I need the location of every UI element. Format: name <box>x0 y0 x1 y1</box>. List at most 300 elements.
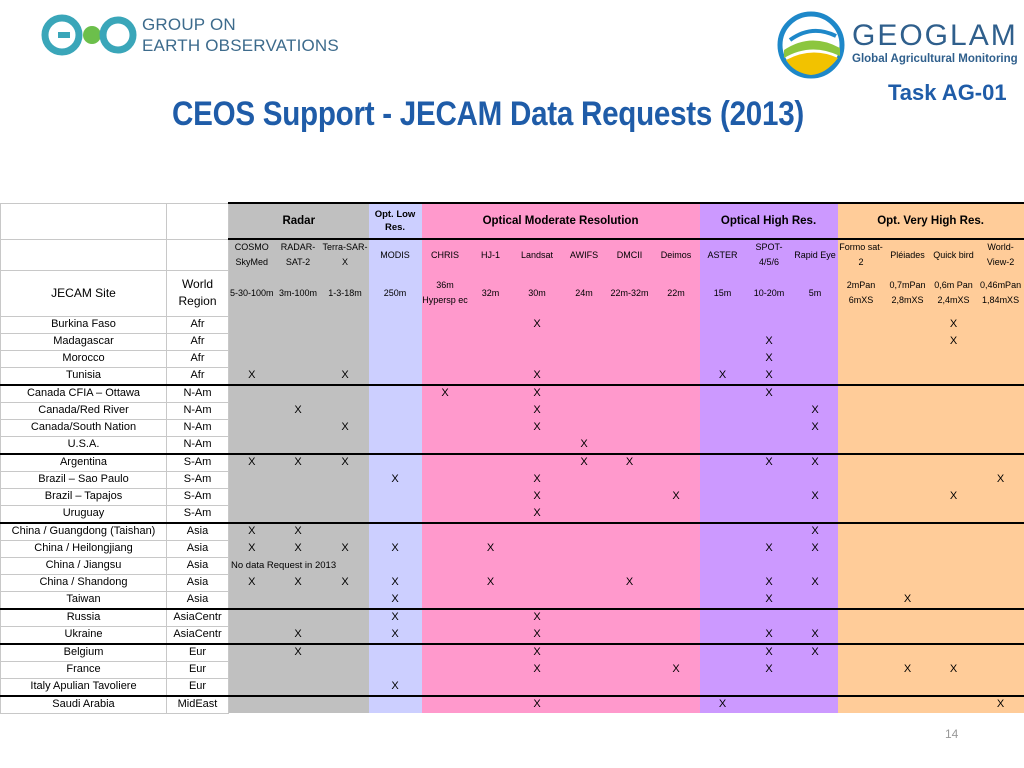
request-cell: X <box>746 626 793 644</box>
sensor-name: CHRIS <box>422 239 469 270</box>
request-cell <box>838 523 885 541</box>
site-name: Morocco <box>1 350 167 367</box>
region-column-header: World Region <box>167 270 229 316</box>
request-cell <box>700 419 746 436</box>
request-cell <box>322 505 369 523</box>
sensor-name: World-View-2 <box>977 239 1024 270</box>
request-cell <box>793 333 838 350</box>
request-cell <box>322 591 369 609</box>
sensor-header-row <box>1 239 1024 270</box>
request-cell <box>885 678 931 696</box>
request-cell: X <box>653 661 700 678</box>
request-cell <box>607 419 653 436</box>
request-cell <box>562 488 607 505</box>
world-region: Afr <box>167 316 229 333</box>
request-cell: X <box>793 488 838 505</box>
site-name: Italy Apulian Tavoliere <box>1 678 167 696</box>
request-cell <box>607 540 653 557</box>
request-cell <box>931 350 977 367</box>
sensor-resolution: 22m <box>653 270 700 316</box>
sensor-resolution: 10-20m <box>746 270 793 316</box>
request-cell <box>562 574 607 591</box>
request-cell <box>931 454 977 472</box>
request-cell <box>469 488 513 505</box>
sensor-resolution: 1-3-18m <box>322 270 369 316</box>
request-cell <box>229 696 275 714</box>
request-cell <box>229 419 275 436</box>
request-cell <box>885 350 931 367</box>
request-cell <box>838 505 885 523</box>
request-cell <box>746 488 793 505</box>
request-cell <box>700 574 746 591</box>
request-cell <box>469 678 513 696</box>
sensor-name: MODIS <box>369 239 422 270</box>
table-row <box>1 333 1024 350</box>
request-cell: X <box>229 540 275 557</box>
no-data-note: No data Request in 2013 <box>231 560 337 571</box>
request-cell <box>322 626 369 644</box>
request-cell <box>229 557 337 574</box>
request-cell: X <box>369 678 422 696</box>
world-region: Asia <box>167 540 229 557</box>
site-name: China / Jiangsu <box>1 557 167 574</box>
request-cell <box>422 350 469 367</box>
request-cell <box>653 591 700 609</box>
sensor-name: AWIFS <box>562 239 607 270</box>
request-cell <box>322 402 369 419</box>
request-cell <box>885 696 931 714</box>
world-region: Asia <box>167 557 229 574</box>
site-name: U.S.A. <box>1 436 167 454</box>
sensor-name: Formo sat-2 <box>838 239 885 270</box>
request-cell <box>838 333 885 350</box>
request-cell <box>275 696 322 714</box>
request-cell <box>653 644 700 662</box>
request-cell <box>422 540 469 557</box>
sensor-name: ASTER <box>700 239 746 270</box>
table-row <box>1 367 1024 385</box>
request-cell: X <box>513 626 562 644</box>
resolution-header-row <box>1 270 1024 316</box>
request-cell <box>653 609 700 627</box>
site-name: Madagascar <box>1 333 167 350</box>
request-cell <box>562 471 607 488</box>
table-row <box>1 644 1024 662</box>
sensor-resolution: 5m <box>793 270 838 316</box>
request-cell <box>838 471 885 488</box>
request-cell <box>562 626 607 644</box>
request-cell <box>931 436 977 454</box>
request-cell: X <box>322 454 369 472</box>
request-cell: X <box>369 574 422 591</box>
geoglam-globe-logo <box>776 10 846 80</box>
request-cell <box>700 454 746 472</box>
request-cell: X <box>229 454 275 472</box>
request-cell <box>422 523 469 541</box>
request-cell <box>275 367 322 385</box>
sensor-name: RADAR-SAT-2 <box>275 239 322 270</box>
request-cell <box>931 385 977 403</box>
request-cell <box>229 316 275 333</box>
request-cell: X <box>513 661 562 678</box>
request-cell <box>369 488 422 505</box>
request-cell <box>746 402 793 419</box>
table-row <box>1 523 1024 541</box>
request-cell <box>469 350 513 367</box>
request-cell <box>931 402 977 419</box>
request-cell <box>931 505 977 523</box>
sensor-resolution: 0,6m Pan 2,4mXS <box>931 270 977 316</box>
request-cell: X <box>369 540 422 557</box>
request-cell <box>885 385 931 403</box>
request-cell <box>931 523 977 541</box>
request-cell <box>931 540 977 557</box>
request-cell <box>607 333 653 350</box>
request-cell <box>275 471 322 488</box>
request-cell <box>700 591 746 609</box>
request-cell <box>977 678 1024 696</box>
world-region: Eur <box>167 644 229 662</box>
request-cell <box>369 454 422 472</box>
table-row <box>1 609 1024 627</box>
request-cell: X <box>562 436 607 454</box>
request-cell <box>607 557 653 574</box>
request-cell: X <box>746 333 793 350</box>
request-cell: X <box>322 540 369 557</box>
request-cell <box>838 644 885 662</box>
sensor-name: DMCII <box>607 239 653 270</box>
request-cell <box>700 471 746 488</box>
site-name: Burkina Faso <box>1 316 167 333</box>
request-cell <box>513 574 562 591</box>
request-cell <box>369 557 422 574</box>
request-cell <box>469 591 513 609</box>
request-cell <box>700 678 746 696</box>
request-cell <box>977 557 1024 574</box>
request-cell: X <box>793 644 838 662</box>
request-cell <box>885 454 931 472</box>
request-cell <box>229 402 275 419</box>
request-cell <box>653 316 700 333</box>
request-cell <box>931 678 977 696</box>
request-cell: X <box>275 454 322 472</box>
table-row <box>1 574 1024 591</box>
request-cell <box>607 678 653 696</box>
request-cell: X <box>513 609 562 627</box>
request-cell: X <box>931 316 977 333</box>
request-cell <box>607 488 653 505</box>
request-cell <box>793 505 838 523</box>
request-cell <box>885 316 931 333</box>
request-cell <box>653 471 700 488</box>
request-cell <box>977 367 1024 385</box>
request-cell <box>793 591 838 609</box>
request-cell <box>838 316 885 333</box>
request-cell <box>653 419 700 436</box>
page-title: CEOS Support - JECAM Data Requests (2013) <box>172 95 804 133</box>
request-cell <box>838 696 885 714</box>
request-cell: X <box>700 367 746 385</box>
table-row <box>1 678 1024 696</box>
request-cell <box>700 488 746 505</box>
request-cell <box>607 505 653 523</box>
request-cell <box>607 436 653 454</box>
request-cell <box>885 419 931 436</box>
request-cell <box>700 505 746 523</box>
task-label: Task AG-01 <box>888 80 1007 105</box>
request-cell <box>422 591 469 609</box>
request-cell: X <box>513 488 562 505</box>
request-cell <box>422 367 469 385</box>
sensor-resolution: 2mPan 6mXS <box>838 270 885 316</box>
request-cell: X <box>322 419 369 436</box>
request-cell <box>229 471 275 488</box>
request-cell <box>513 591 562 609</box>
request-cell <box>422 574 469 591</box>
request-cell <box>275 350 322 367</box>
request-cell: X <box>562 454 607 472</box>
request-cell: X <box>746 385 793 403</box>
request-cell <box>369 333 422 350</box>
site-name: Belgium <box>1 644 167 662</box>
group-header-row <box>1 203 1024 239</box>
world-region: AsiaCentr <box>167 609 229 627</box>
request-cell <box>700 316 746 333</box>
request-cell <box>838 626 885 644</box>
request-cell <box>422 436 469 454</box>
geoglam-branding <box>852 20 1018 66</box>
request-cell <box>469 661 513 678</box>
request-cell: X <box>229 574 275 591</box>
request-cell <box>513 333 562 350</box>
request-cell: X <box>369 471 422 488</box>
sensor-resolution: 30m <box>513 270 562 316</box>
request-cell <box>885 574 931 591</box>
request-cell <box>562 523 607 541</box>
request-cell <box>653 436 700 454</box>
request-cell <box>369 316 422 333</box>
request-cell <box>793 385 838 403</box>
request-cell <box>369 402 422 419</box>
request-cell: X <box>793 574 838 591</box>
request-cell <box>607 350 653 367</box>
request-cell <box>322 350 369 367</box>
request-cell <box>422 333 469 350</box>
request-cell <box>275 488 322 505</box>
request-cell <box>793 436 838 454</box>
request-cell <box>607 644 653 662</box>
request-cell: X <box>275 644 322 662</box>
sensor-resolution: 15m <box>700 270 746 316</box>
request-cell: X <box>229 367 275 385</box>
request-cell <box>469 557 513 574</box>
request-cell <box>838 488 885 505</box>
site-name: Brazil – Sao Paulo <box>1 471 167 488</box>
request-cell: X <box>513 471 562 488</box>
request-cell <box>422 678 469 696</box>
request-cell <box>229 678 275 696</box>
request-cell <box>838 557 885 574</box>
request-cell <box>793 367 838 385</box>
world-region: MidEast <box>167 696 229 714</box>
request-cell <box>322 385 369 403</box>
site-name: Argentina <box>1 454 167 472</box>
request-cell <box>275 609 322 627</box>
request-cell <box>422 471 469 488</box>
table-row <box>1 696 1024 714</box>
world-region: Asia <box>167 574 229 591</box>
request-cell <box>977 350 1024 367</box>
request-cell <box>229 385 275 403</box>
request-cell <box>885 505 931 523</box>
request-cell <box>653 505 700 523</box>
group-header: Opt. Low Res. <box>369 203 422 239</box>
world-region: AsiaCentr <box>167 626 229 644</box>
request-cell <box>422 661 469 678</box>
request-cell <box>229 644 275 662</box>
request-cell: X <box>746 540 793 557</box>
request-cell: X <box>607 454 653 472</box>
request-cell: X <box>513 316 562 333</box>
site-name: Tunisia <box>1 367 167 385</box>
site-name: Canada/South Nation <box>1 419 167 436</box>
request-cell <box>838 609 885 627</box>
request-cell: X <box>746 350 793 367</box>
request-cell <box>562 557 607 574</box>
request-cell <box>977 626 1024 644</box>
request-cell <box>700 385 746 403</box>
request-cell <box>275 333 322 350</box>
request-cell <box>322 609 369 627</box>
request-cell: X <box>275 402 322 419</box>
sensor-name: Quick bird <box>931 239 977 270</box>
table-row <box>1 436 1024 454</box>
request-cell <box>422 696 469 714</box>
sensor-name: Terra-SAR-X <box>322 239 369 270</box>
request-cell <box>322 488 369 505</box>
request-cell <box>322 471 369 488</box>
world-region: Afr <box>167 350 229 367</box>
request-cell <box>700 557 746 574</box>
request-cell <box>562 350 607 367</box>
table-row <box>1 454 1024 472</box>
request-cell <box>607 696 653 714</box>
request-cell <box>746 523 793 541</box>
request-cell <box>746 557 793 574</box>
request-cell: X <box>275 626 322 644</box>
request-cell <box>369 419 422 436</box>
request-cell <box>885 471 931 488</box>
request-cell <box>469 385 513 403</box>
request-cell <box>793 661 838 678</box>
request-cell <box>931 419 977 436</box>
request-cell <box>653 367 700 385</box>
world-region: Afr <box>167 367 229 385</box>
request-cell <box>229 609 275 627</box>
request-cell <box>369 644 422 662</box>
request-cell <box>469 626 513 644</box>
request-cell <box>607 316 653 333</box>
sensor-resolution: 24m <box>562 270 607 316</box>
request-cell <box>793 696 838 714</box>
world-region: N-Am <box>167 385 229 403</box>
request-cell: X <box>469 574 513 591</box>
request-cell: X <box>513 367 562 385</box>
request-cell <box>562 419 607 436</box>
blank-cell <box>1 203 167 239</box>
request-cell <box>793 609 838 627</box>
world-region: N-Am <box>167 419 229 436</box>
request-cell: X <box>746 644 793 662</box>
request-cell <box>422 402 469 419</box>
request-cell: X <box>977 696 1024 714</box>
request-cell <box>422 316 469 333</box>
request-cell <box>838 350 885 367</box>
sensor-resolution: 3m-100m <box>275 270 322 316</box>
request-cell <box>607 402 653 419</box>
request-cell <box>653 540 700 557</box>
table-row <box>1 505 1024 523</box>
request-cell: X <box>513 696 562 714</box>
site-name: Canada CFIA – Ottawa <box>1 385 167 403</box>
request-cell <box>977 436 1024 454</box>
request-cell: X <box>977 471 1024 488</box>
world-region: Eur <box>167 678 229 696</box>
request-cell <box>977 316 1024 333</box>
site-column-header: JECAM Site <box>1 270 167 316</box>
world-region: Asia <box>167 523 229 541</box>
request-cell <box>838 661 885 678</box>
request-cell <box>369 523 422 541</box>
table-row <box>1 540 1024 557</box>
site-name: Taiwan <box>1 591 167 609</box>
request-cell <box>885 626 931 644</box>
request-cell <box>700 436 746 454</box>
request-cell <box>838 574 885 591</box>
request-cell <box>931 367 977 385</box>
request-cell <box>562 367 607 385</box>
request-cell <box>977 523 1024 541</box>
request-cell <box>607 471 653 488</box>
sensor-resolution: 0,7mPan 2,8mXS <box>885 270 931 316</box>
table-row <box>1 471 1024 488</box>
table-row <box>1 488 1024 505</box>
world-region: N-Am <box>167 436 229 454</box>
geo-organization-name <box>142 14 339 56</box>
site-name: Ukraine <box>1 626 167 644</box>
request-cell <box>977 488 1024 505</box>
request-cell <box>746 471 793 488</box>
request-cell <box>885 367 931 385</box>
request-cell: X <box>513 644 562 662</box>
request-cell: X <box>793 402 838 419</box>
request-cell <box>977 591 1024 609</box>
request-cell <box>562 644 607 662</box>
request-cell <box>229 350 275 367</box>
request-cell <box>469 471 513 488</box>
request-cell <box>931 696 977 714</box>
request-cell <box>513 557 562 574</box>
request-cell: X <box>322 367 369 385</box>
table-row <box>1 419 1024 436</box>
request-cell <box>700 333 746 350</box>
sensor-name: Deimos <box>653 239 700 270</box>
request-cell <box>275 661 322 678</box>
request-cell: X <box>746 661 793 678</box>
sensor-name: Pléiades <box>885 239 931 270</box>
request-cell <box>977 419 1024 436</box>
request-cell <box>422 609 469 627</box>
